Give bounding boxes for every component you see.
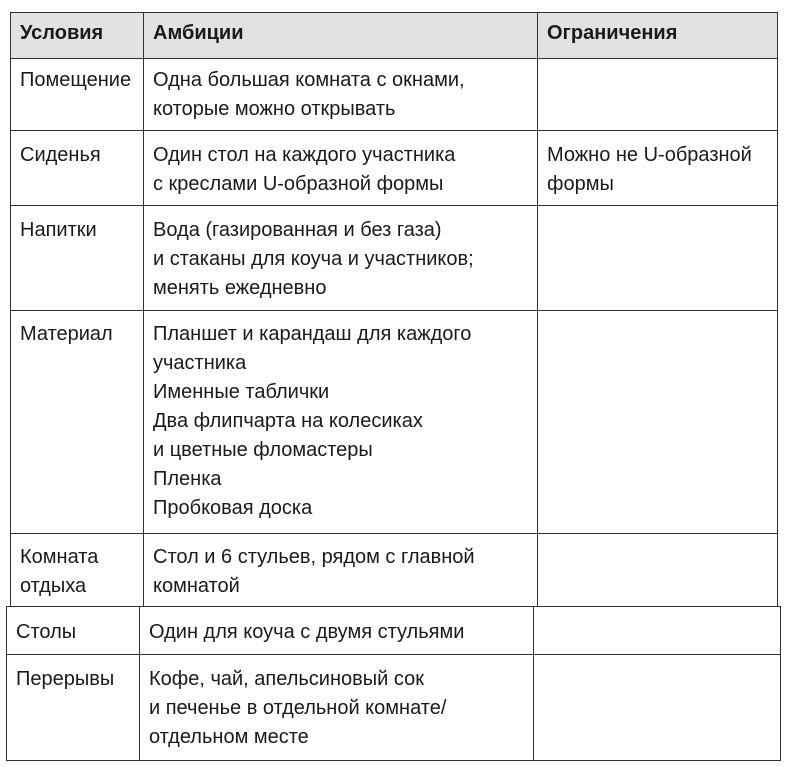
condition-cell: Сиденья bbox=[20, 144, 101, 166]
ambition-cell: Стол и 6 стульев, рядом с главной комнатой bbox=[153, 546, 475, 597]
table-border bbox=[537, 12, 538, 606]
condition-cell: Помещение bbox=[20, 69, 132, 91]
table-border bbox=[780, 606, 781, 761]
ambition-cell: Один стол на каждого участника с креслами U-образной формы bbox=[153, 144, 456, 195]
table-border bbox=[10, 12, 11, 606]
ambition-cell: Вода (газированная и без газа) и стаканы для коуча и участников; менять ежедневно bbox=[153, 219, 474, 299]
ambition-cell: Один для коуча с двумя стульями bbox=[149, 621, 465, 643]
table-border bbox=[6, 760, 781, 761]
table-border bbox=[10, 130, 778, 131]
condition-cell: Комната отдыха bbox=[20, 546, 99, 597]
table-border bbox=[10, 58, 778, 59]
header-ambitions: Амбиции bbox=[143, 12, 537, 58]
table-border bbox=[6, 606, 7, 761]
ambition-cell: Кофе, чай, апельсиновый сок и печенье в отдельной комнате/ отдельном месте bbox=[149, 668, 447, 748]
table-border bbox=[6, 606, 781, 607]
table-border bbox=[139, 606, 140, 761]
condition-cell: Напитки bbox=[20, 219, 97, 241]
table-border bbox=[533, 606, 534, 761]
limitation-cell: Можно не U-образной формы bbox=[547, 144, 752, 195]
condition-cell: Материал bbox=[20, 323, 113, 345]
table-border bbox=[10, 12, 778, 13]
ambition-cell: Одна большая комната с окнами, которые можно открывать bbox=[153, 69, 465, 120]
condition-cell: Столы bbox=[16, 621, 77, 643]
table-border bbox=[777, 12, 778, 606]
header-limitations: Ограничения bbox=[537, 12, 777, 58]
condition-cell: Перерывы bbox=[16, 668, 115, 690]
ambition-cell: Планшет и карандаш для каждого участника Именные таблички Два флипчарта на колесиках и цветные фломастеры Пленка Пробковая доска bbox=[153, 323, 472, 519]
table-border bbox=[10, 310, 778, 311]
table-border bbox=[10, 205, 778, 206]
table-border bbox=[143, 12, 144, 606]
table-border bbox=[10, 533, 778, 534]
table-border bbox=[6, 654, 781, 655]
header-conditions: Условия bbox=[10, 12, 143, 58]
